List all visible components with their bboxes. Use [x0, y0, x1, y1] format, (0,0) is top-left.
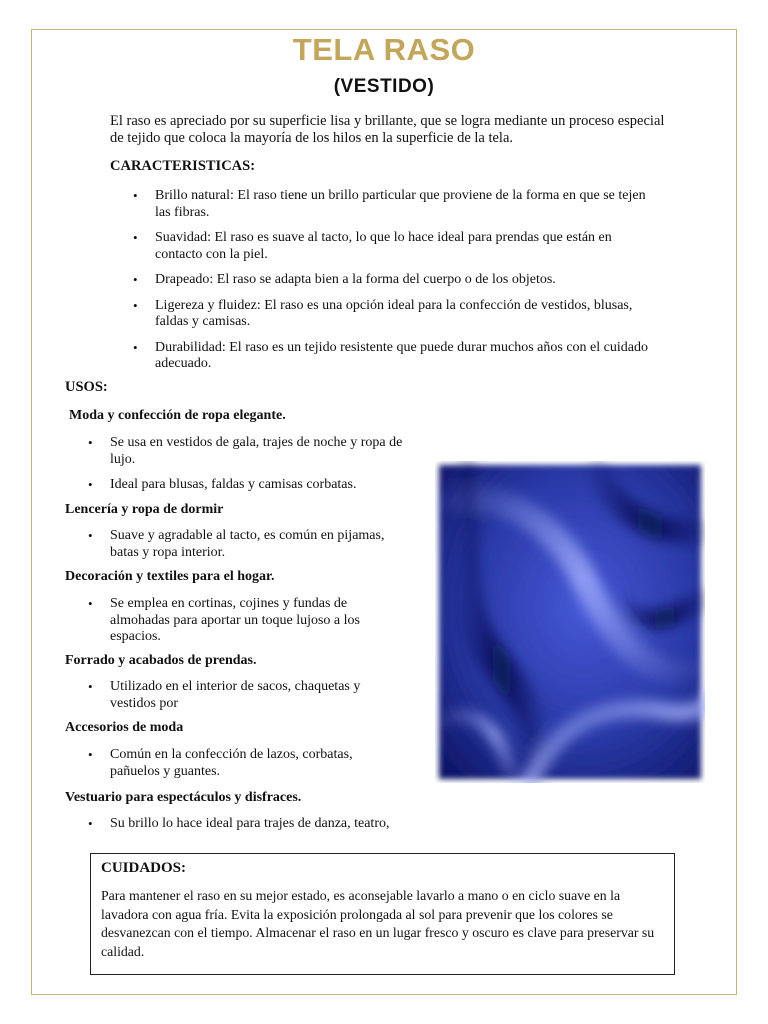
page-title: TELA RASO: [292, 32, 476, 67]
list-item: • Su brillo lo hace ideal para trajes de danza, teatro,: [88, 816, 428, 833]
usos-list: [88, 528, 413, 561]
list-item: • Suavidad: El raso es suave al tacto, lo que lo hace ideal para prendas que están en contacto con la piel.: [133, 230, 653, 263]
list-item: • Durabilidad: El raso es un tejido resistente que puede durar muchos años con el cuidado adecuado.: [133, 340, 653, 373]
usos-list: [88, 679, 393, 712]
usos-list: [88, 596, 393, 646]
list-item: • Ideal para blusas, faldas y camisas corbatas.: [88, 477, 413, 494]
usos-section-heading: Vestuario para espectáculos y disfraces.: [65, 790, 302, 805]
usos-list: [88, 435, 413, 494]
usos-heading: USOS:: [65, 379, 108, 395]
list-item: • Se usa en vestidos de gala, trajes de noche y ropa de lujo.: [88, 435, 413, 468]
usos-list: [88, 747, 393, 780]
list-item: • Brillo natural: El raso tiene un brillo particular que proviene de la forma en que se tejen las fibras.: [133, 188, 653, 221]
usos-section-heading: Moda y confección de ropa elegante.: [69, 408, 286, 423]
list-item: • Se emplea en cortinas, cojines y fundas de almohadas para aportar un toque lujoso a los espacios.: [88, 596, 393, 646]
cuidados-box: [90, 853, 675, 975]
usos-section-heading: Forrado y acabados de prendas.: [65, 653, 257, 668]
list-item: • Utilizado en el interior de sacos, chaquetas y vestidos por: [88, 679, 393, 712]
list-item: • Suave y agradable al tacto, es común en pijamas, batas y ropa interior.: [88, 528, 413, 561]
cuidados-text: Para mantener el raso en su mejor estado, es aconsejable lavarlo a mano o en ciclo suave en la lavadora con agua fría. Evita la exposición prolongada al sol para prevenir que los colores se desvanezcan con el tiempo. Almacenar el raso en un lugar fresco y oscuro es clave para preservar su calidad.: [101, 888, 655, 959]
usos-section-heading: Accesorios de moda: [65, 720, 184, 735]
list-item: • Común en la confección de lazos, corbatas, pañuelos y guantes.: [88, 747, 393, 780]
caracteristicas-list: [133, 188, 653, 373]
usos-list: [88, 816, 428, 833]
caracteristicas-heading: CARACTERISTICAS:: [110, 158, 256, 174]
list-item: • Drapeado: El raso se adapta bien a la forma del cuerpo o de los objetos.: [133, 272, 653, 289]
satin-fabric-image: [435, 461, 705, 783]
cuidados-heading: CUIDADOS:: [101, 860, 187, 876]
usos-section-heading: Lencería y ropa de dormir: [65, 502, 224, 517]
page-subtitle: (VESTIDO): [333, 76, 435, 97]
list-item: • Ligereza y fluidez: El raso es una opción ideal para la confección de vestidos, blusas, faldas y camisas.: [133, 298, 653, 331]
intro-paragraph: El raso es apreciado por su superficie lisa y brillante, que se logra mediante un proceso especial de tejido que coloca la mayoría de los hilos en la superficie de la tela.: [110, 113, 665, 146]
usos-section-heading: Decoración y textiles para el hogar.: [65, 569, 275, 584]
